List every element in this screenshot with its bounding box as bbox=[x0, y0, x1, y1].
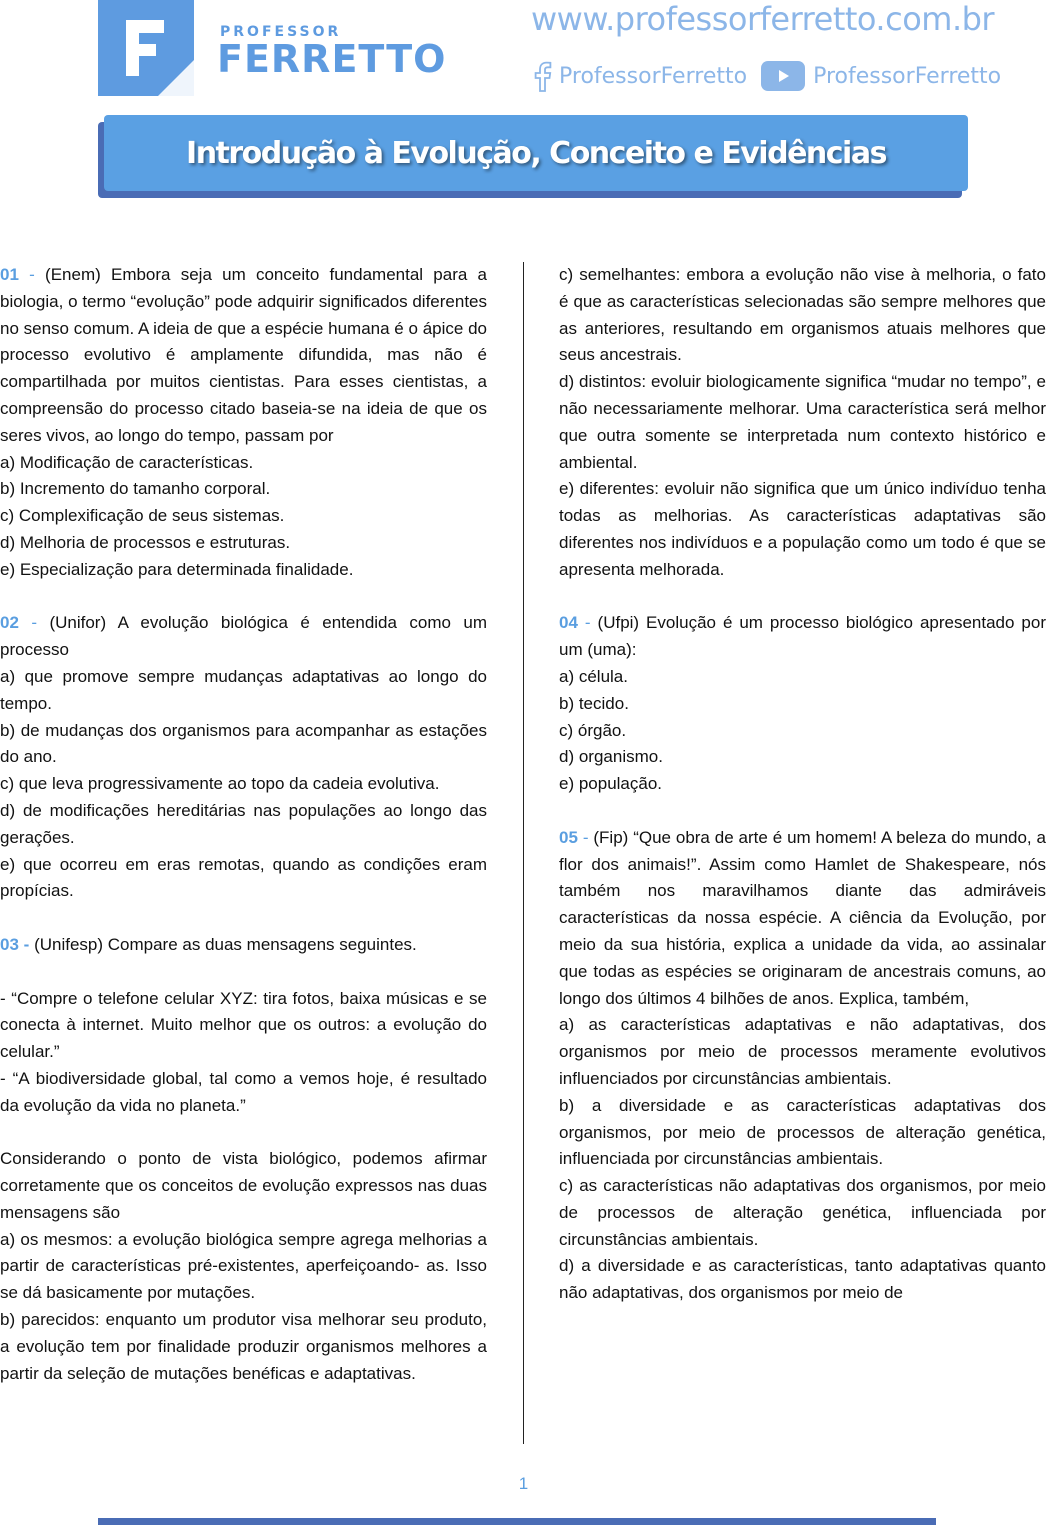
answer-option: c) semelhantes: embora a evolução não vise à melhoria, o fato é que as características selecionadas são sempre melhores que as anteriores, resultando em organismos atuais melhores que seus ancestrais. bbox=[559, 265, 1046, 365]
answer-option: c) que leva progressivamente ao topo da cadeia evolutiva. bbox=[0, 774, 440, 794]
answer-option: a) que promove sempre mudanças adaptativas ao longo do tempo. bbox=[0, 666, 487, 713]
answer-option: e) Especialização para determinada finalidade. bbox=[0, 559, 354, 579]
question-number: 04 bbox=[559, 613, 578, 633]
question-text: (Ufpi) Evolução é um processo biológico apresentado por um (uma): bbox=[559, 613, 1046, 660]
answer-option: c) Complexificação de seus sistemas. bbox=[0, 506, 285, 526]
answer-option: d) Melhoria de processos e estruturas. bbox=[0, 532, 291, 552]
question-04-stem bbox=[559, 610, 1046, 664]
answer-option: a) as características adaptativas e não adaptativas, dos organismos por meio de processos meramente evolutivos influenciados por circunstâncias ambientais. bbox=[559, 1015, 1046, 1088]
left-column bbox=[0, 262, 487, 1387]
youtube-icon bbox=[761, 61, 805, 91]
answer-option: d) distintos: evoluir biologicamente significa “mudar no tempo”, e não necessariamente melhorar. Uma característica será melhor que outra somente se interpretada num contexto histórico e ambiental. bbox=[559, 372, 1046, 472]
answer-option: c) órgão. bbox=[559, 720, 627, 740]
question-number: 05 bbox=[559, 827, 578, 847]
answer-option: d) organismo. bbox=[559, 747, 663, 767]
answer-option: d) de modificações hereditárias nas populações ao longo das gerações. bbox=[0, 800, 487, 847]
social-links bbox=[531, 58, 1001, 94]
question-text: (Unifor) A evolução biológica é entendida como um processo bbox=[0, 613, 487, 660]
page-number: 1 bbox=[518, 1474, 529, 1493]
question-01-stem bbox=[0, 262, 487, 450]
question-prompt: Considerando o ponto de vista biológico, podemos afirmar corretamente que os conceitos de evolução expressos nas duas mensagens são bbox=[0, 1149, 487, 1222]
facebook-icon bbox=[531, 60, 553, 92]
footer-bar bbox=[98, 1518, 936, 1525]
question-dash: - bbox=[582, 827, 589, 847]
answer-option: b) Incremento do tamanho corporal. bbox=[0, 479, 271, 499]
question-dash: - bbox=[31, 613, 38, 633]
answer-option: a) os mesmos: a evolução biológica sempre agrega melhorias a partir de características pré-existentes, aperfeiçoando- as. Isso se dá basicamente por mutações. bbox=[0, 1229, 487, 1303]
facebook-handle-link[interactable]: ProfessorFerretto bbox=[559, 63, 748, 89]
quoted-message: - “A biodiversidade global, tal como a vemos hoje, é resultado da evolução da vida no planeta.” bbox=[0, 1068, 487, 1115]
brand-small-text: PROFESSOR bbox=[220, 24, 342, 40]
question-number: 03 bbox=[0, 934, 19, 954]
question-text: (Enem) Embora seja um conceito fundamental para a biologia, o termo “evolução” pode adquirir significados diferentes no senso comum. A ideia de que a espécie humana é o ápice do processo evolutivo é amplamente difundida, mas não é compartilhada por muitos cientistas. Para esses cientistas, a compreensão do processo citado baseia-se na ideia de que os seres vivos, ao longo do tempo, passam por bbox=[0, 265, 487, 445]
answer-option: d) a diversidade e as características, tanto adaptativas quanto não adaptativas, dos organismos por meio de bbox=[559, 1256, 1046, 1303]
question-text: (Fip) “Que obra de arte é um homem! A beleza do mundo, a flor dos animais!”. Assim como Hamlet de Shakespeare, nós também nos maravilhamos diante das admiráveis características da nossa espécie. A ciência da Evolução, por meio da sua história, explica a unidade da vida, ao assinalar que todas as espécies se originaram de ancestrais comuns, ao longo dos últimos 4 bilhões de anos. Explica, também, bbox=[559, 827, 1046, 1008]
right-column bbox=[559, 262, 1046, 1307]
brand-name: FERRETTO bbox=[217, 37, 447, 81]
question-03-stem bbox=[0, 932, 487, 959]
column-divider bbox=[523, 262, 524, 1444]
title-banner bbox=[104, 115, 968, 191]
answer-option: c) as características não adaptativas dos organismos, por meio de processos de alteração genética, influenciada por circunstâncias ambientais. bbox=[559, 1176, 1046, 1249]
youtube-handle-link[interactable]: ProfessorFerretto bbox=[813, 63, 1002, 89]
answer-option: e) diferentes: evoluir não significa que um único indivíduo tenha todas as melhorias. As características adaptativas são diferentes nos indivíduos e a população como um todo é que se apresenta melhorada. bbox=[559, 479, 1046, 579]
question-dash: - bbox=[584, 613, 591, 633]
answer-option: e) que ocorreu em eras remotas, quando as condições eram propícias. bbox=[0, 854, 487, 901]
answer-option: a) célula. bbox=[559, 666, 628, 686]
question-02-stem bbox=[0, 610, 487, 664]
question-05-stem bbox=[559, 825, 1046, 1013]
site-url-link[interactable]: www.professorferretto.com.br bbox=[531, 0, 995, 38]
logo-mark bbox=[98, 0, 194, 96]
question-text: (Unifesp) Compare as duas mensagens seguintes. bbox=[34, 934, 417, 954]
answer-option: b) de mudanças dos organismos para acompanhar as estações do ano. bbox=[0, 720, 487, 767]
answer-option: b) tecido. bbox=[559, 693, 629, 713]
question-dash: - bbox=[29, 265, 35, 284]
question-number: 02 bbox=[0, 613, 19, 633]
question-dash: - bbox=[23, 934, 30, 954]
quoted-message: - “Compre o telefone celular XYZ: tira fotos, baixa músicas e se conecta à internet. Muito melhor que os outros: a evolução do celular.” bbox=[0, 988, 487, 1062]
answer-option: b) parecidos: enquanto um produtor visa melhorar seu produto, a evolução tem por finalidade produzir organismos melhores a partir da seleção de mutações benéficas e adaptativas. bbox=[0, 1310, 487, 1383]
answer-option: b) a diversidade e as características adaptativas dos organismos, por meio de processos de alteração genética, influenciada por circunstâncias ambientais. bbox=[559, 1095, 1046, 1169]
answer-option: a) Modificação de características. bbox=[0, 452, 254, 472]
page-title: Introdução à Evolução, Conceito e Evidências bbox=[186, 135, 886, 171]
question-number: 01 bbox=[0, 265, 19, 284]
answer-option: e) população. bbox=[559, 774, 663, 794]
